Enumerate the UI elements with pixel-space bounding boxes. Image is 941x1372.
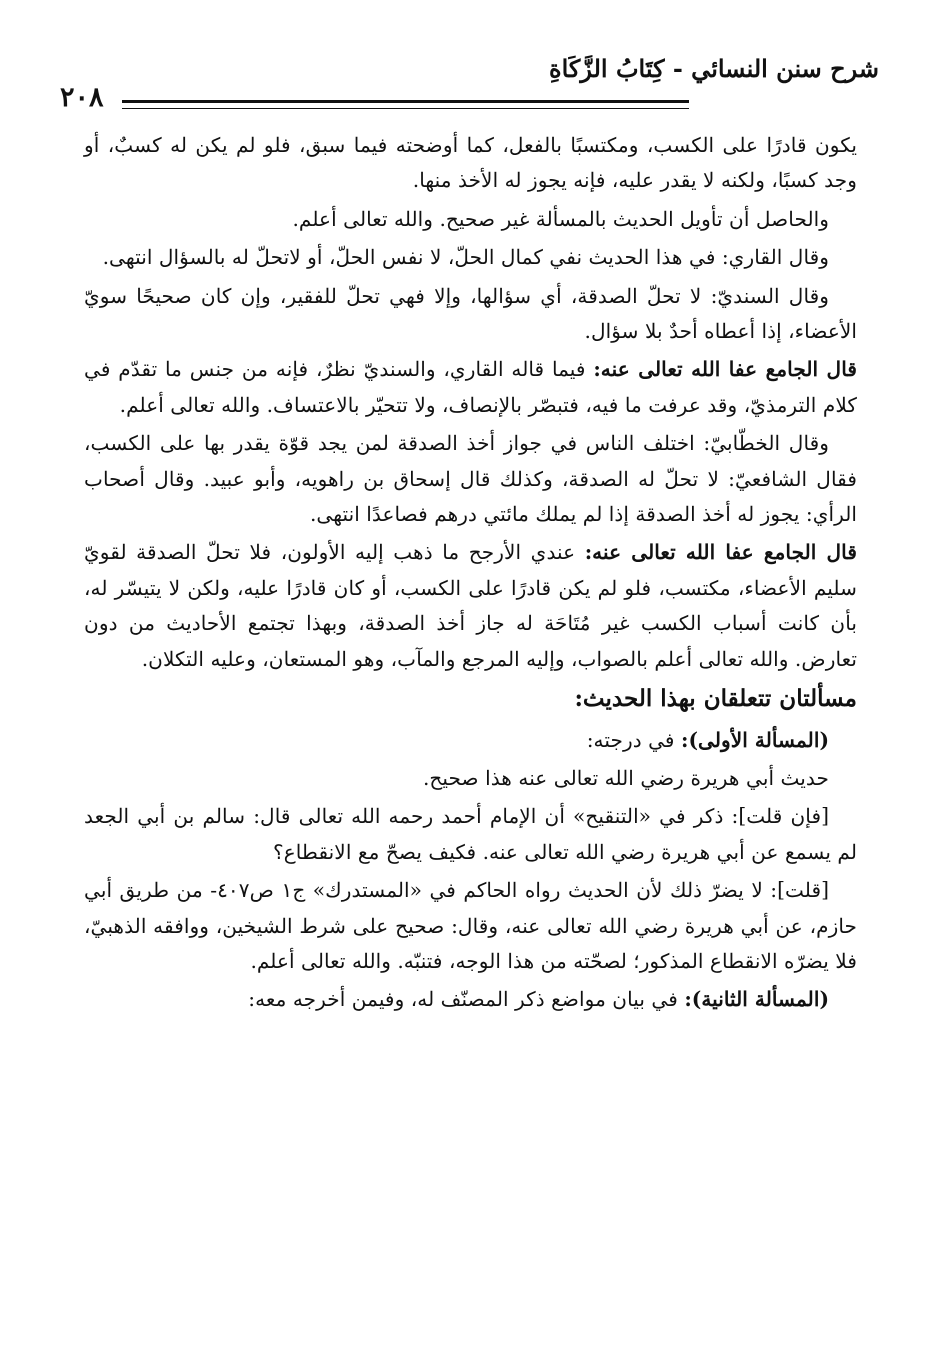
paragraph: وقال القاري: في هذا الحديث نفي كمال الحلّ، لا نفس الحلّ، أو لاتحلّ له بالسؤال انتهى. [102, 245, 829, 270]
paragraph: [قلت]: لا يضرّ ذلك لأن الحديث رواه الحاكم في «المستدرك» ج١ ص٤٠٧- من طريق أبي حازم، عن أبي هريرة رضي الله تعالى عنه، وقال: صحيح على شرط الشيخين، ووافقه الذهبيّ، فلا يضرّه الانقطاع المذكور؛ لصحّته من هذا الوجه، فتنبّه. والله تعالى أعلم. [84, 878, 857, 973]
paragraph: وقال السنديّ: لا تحلّ الصدقة، أي سؤالها، وإلا فهي تحلّ للفقير، وإن كان صحيحًا سويّ الأعضاء، إذا أعطاه أحدٌ بلا سؤال. [84, 283, 857, 344]
author-note-label: قال الجامع عفا الله تعالى عنه: [584, 540, 857, 565]
paragraph: (المسألة الأولى): في درجته: [586, 727, 829, 752]
issue-label: (المسألة الأولى): [681, 727, 829, 752]
issue-label: (المسألة الثانية): [684, 987, 829, 1012]
paragraph-group-1 [84, 128, 857, 677]
paragraph: يكون قادرًا على الكسب، ومكتسبًا بالفعل، كما أوضحته فيما سبق، فلو لم يكن له كسبٌ، أو وجد كسبًا، ولكنه لا يقدر عليه، فإنه يجوز له الأخذ منها. [84, 133, 857, 193]
paragraph: وقال الخطّابيّ: اختلف الناس في جواز أخذ الصدقة لمن يجد قوّة يقدر بها على الكسب، فقال الشافعيّ: لا تحلّ له الصدقة، وكذلك قال إسحاق بن راهويه، وأبو عبيد. وقال أصحاب الرأي: يجوز له أخذ الصدقة إذا لم يملك مائتي درهم فصاعدًا انتهى. [84, 431, 857, 527]
page-body [84, 128, 857, 1021]
paragraph: قال الجامع عفا الله تعالى عنه: عندي الأرجح ما ذهب إليه الأولون، فلا تحلّ الصدقة لقويّ سليم الأعضاء، مكتسب، فلو لم يكن قادرًا على الكسب، أو كان قادرًا عليه، ولكن لا يتيسّر له، بأن كانت أسباب الكسب غير مُتَاحَة له جاز أخذ الصدقة، وبهذا تجتمع الأحاديث من دون تعارض. والله تعالى أعلم بالصواب، وإليه المرجع والمآب، وهو المستعان، وعليه التكلان. [84, 540, 857, 671]
paragraph: [فإن قلت]: ذكر في «التنقيح» أن الإمام أحمد رحمه الله تعالى قال: سالم بن أبي الجعد لم يسمع عن أبي هريرة رضي الله تعالى عنه. فكيف يصحّ مع الانقطاع؟ [84, 804, 857, 864]
running-title: شرح سنن النسائي - كِتَابُ الزَّكَاةِ [549, 54, 879, 83]
author-note-label: قال الجامع عفا الله تعالى عنه: [593, 357, 857, 382]
section-heading: مسألتان تتعلقان بهذا الحديث: [574, 685, 857, 713]
paragraph: (المسألة الثانية): في بيان مواضع ذكر المصنّف له، وفيمن أخرجه معه: [248, 987, 829, 1012]
paragraph: والحاصل أن تأويل الحديث بالمسألة غير صحيح. والله تعالى أعلم. [292, 206, 829, 231]
page-number: ٢٠٨ [60, 82, 104, 113]
paragraph-group-2 [84, 723, 857, 1018]
paragraph: حديث أبي هريرة رضي الله تعالى عنه هذا صحيح. [422, 765, 829, 790]
page-header [60, 52, 879, 118]
header-divider [122, 100, 689, 109]
paragraph: قال الجامع عفا الله تعالى عنه: فيما قاله القاري، والسنديّ نظرٌ، فإنه من جنس ما تقدّم في كلام الترمذيّ، وقد عرفت ما فيه، فتبصّر بالإنصاف، ولا تتحيّر بالاعتساف. والله تعالى أعلم. [84, 357, 857, 417]
